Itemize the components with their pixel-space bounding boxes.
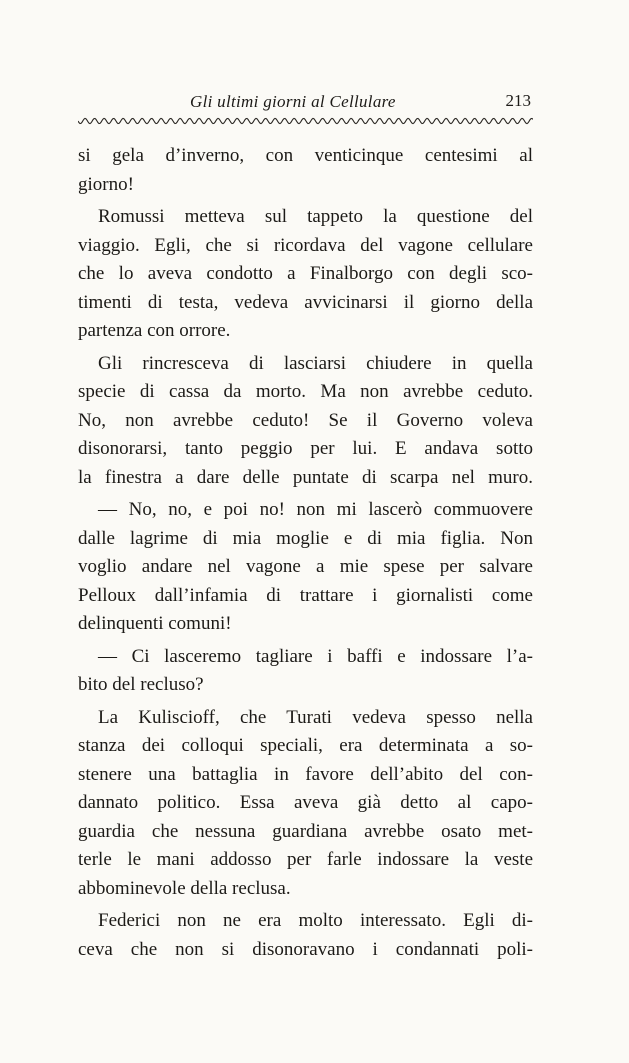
paragraph-first-line: La Kuliscioff, che Turati vedeva spesso nella [98,706,533,728]
text-line: stenere una battaglia in favore dell’abito del con- [78,763,533,785]
paragraph-first-line: — Ci lasceremo tagliare i baffi e indossare l’a- [98,645,533,667]
text-line: viaggio. Egli, che si ricordava del vagone cellulare [78,234,533,256]
page-number: 213 [505,91,531,110]
text-line: che lo aveva condotto a Finalborgo con degli sco- [78,263,533,284]
text-line: guardia che nessuna guardiana avrebbe osato met- [78,820,533,842]
text-line: la finestra a dare delle puntate di scarpa nel muro. [78,466,533,488]
text-line: voglio andare nel vagone a mie spese per salvare [78,556,533,577]
body-text [78,142,533,964]
text-line: disonorarsi, tanto peggio per lui. E andava sotto [78,438,533,459]
header-wavy-rule [78,116,533,126]
text-line: stanza dei colloqui speciali, era determinata a so- [78,735,533,756]
text-line: specie di cassa da morto. Ma non avrebbe ceduto. [78,381,533,402]
text-line: ceva che non si disonoravano i condannati poli- [78,938,533,960]
running-title: Gli ultimi giorni al Cellulare [190,92,396,111]
text-line: partenza con orrore. [78,320,231,341]
paragraph-first-line: Romussi metteva sul tappeto la questione del [98,206,533,227]
text-line: delinquenti comuni! [78,613,232,634]
text-line: timenti di testa, vedeva avvicinarsi il giorno della [78,291,533,313]
text-line: abbominevole della reclusa. [78,877,291,899]
text-line: terle le mani addosso per farle indossare la veste [78,849,533,870]
text-line: dalle lagrime di mia moglie e di mia figlia. Non [78,527,533,549]
text-line: bito del recluso? [78,674,204,695]
paragraph-first-line: Federici non ne era molto interessato. Egli di- [98,910,533,931]
text-line: giorno! [78,173,134,195]
paragraph-first-line: — No, no, e poi no! non mi lascerò commuovere [98,499,533,520]
text-line: dannato politico. Essa aveva già detto al capo- [78,792,533,813]
paragraph-first-line: Gli rincresceva di lasciarsi chiudere in quella [98,352,533,374]
text-line: si gela d’inverno, con venticinque centesimi al [78,145,533,166]
text-line: No, non avrebbe ceduto! Se il Governo voleva [78,409,533,431]
text-line: Pelloux dall’infamia di trattare i giornalisti come [78,584,533,606]
